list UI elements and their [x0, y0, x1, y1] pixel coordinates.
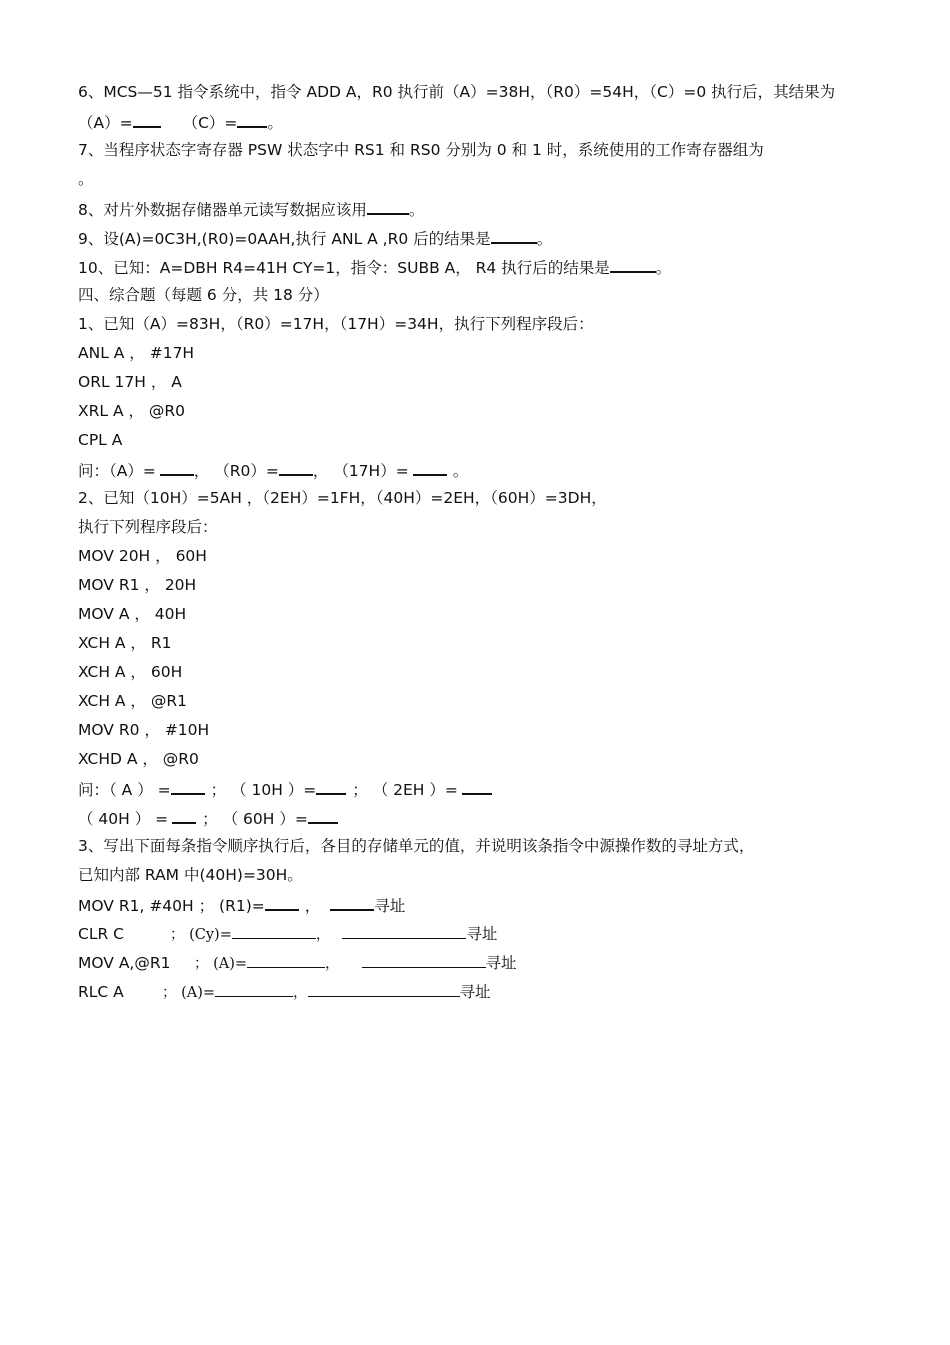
sq3-intro-text-2: 已知内部 RAM 中(40H)=30H。	[78, 866, 303, 884]
answer-blank-sq3-r4-mode[interactable]	[308, 980, 460, 997]
answer-blank-q6-a[interactable]	[133, 110, 161, 128]
answer-blank-sq3-r4-value[interactable]	[215, 980, 293, 997]
answer-blank-sq2-40h[interactable]	[172, 806, 196, 824]
answer-blank-sq1-a[interactable]	[160, 458, 194, 476]
answer-blank-sq3-r2-value[interactable]	[232, 922, 316, 939]
q8-end: 。	[408, 201, 425, 219]
question-7-line-2	[78, 168, 94, 190]
q6-end: 。	[267, 114, 283, 132]
sq3-r4-sep: ，	[293, 985, 308, 1001]
sq1-intro-text: 1、已知（A）=83H，（R0）=17H，（17H）=34H，执行下列程序段后：	[78, 315, 594, 333]
sq3-row-3	[78, 951, 517, 973]
sq2-code-line-7	[78, 719, 209, 741]
sq3-row-2	[78, 922, 497, 944]
question-6-line-2	[78, 110, 283, 132]
q7-end: 。	[78, 170, 94, 188]
sq2-code-line-6	[78, 690, 187, 712]
sq3-r1-mode-label: 寻址	[374, 897, 406, 915]
sq2-code-7: MOV R0 ， #10H	[78, 721, 210, 739]
sq2-code-line-3	[78, 603, 186, 625]
answer-blank-q10[interactable]	[610, 255, 656, 273]
sq2-question-line-1	[78, 777, 492, 799]
sub-question-3-intro-2	[78, 864, 303, 886]
answer-blank-sq2-10h[interactable]	[316, 777, 346, 795]
answer-blank-sq3-r3-mode[interactable]	[362, 951, 486, 968]
question-6-text: 6、MCS—51 指令系统中，指令 ADD A，R0 执行前（A）=38H，（R0）=54H，（C）=0 执行后，其结果为	[78, 83, 836, 101]
sq1-r0-label: ， （R0）=	[193, 462, 279, 480]
answer-blank-sq3-r1-mode[interactable]	[330, 893, 374, 911]
sq1-a-label: 问：（A）=	[78, 462, 156, 480]
question-10-line	[78, 255, 671, 277]
answer-blank-q8[interactable]	[367, 197, 409, 215]
sq3-r4-mode-label: 寻址	[459, 983, 491, 1001]
answer-blank-sq2-2eh[interactable]	[462, 777, 492, 795]
question-6-line-1	[78, 81, 835, 103]
sq3-r4-instruction: RLC A	[78, 983, 124, 1001]
sq3-r4-label: ； (A)=	[162, 985, 216, 1001]
sq2-code-8: XCHD A ， @R0	[78, 750, 199, 768]
sq1-code-3: XRL A ， @R0	[78, 402, 186, 420]
answer-blank-sq2-60h[interactable]	[308, 806, 338, 824]
sq3-r2-mode-label: 寻址	[466, 925, 498, 943]
sq2-code-1: MOV 20H ， 60H	[78, 547, 207, 565]
sq2-2eh-label: ； （ 2EH ）=	[352, 781, 458, 799]
answer-blank-sq2-a[interactable]	[171, 777, 205, 795]
sq3-r1-instruction: MOV R1, #40H ； (R1)=	[78, 897, 265, 915]
sq3-r2-instruction: CLR C	[78, 925, 124, 943]
sq3-r3-label: ； (A)=	[194, 956, 248, 972]
sq2-10h-label: ； （ 10H ）=	[210, 781, 317, 799]
sq3-row-1	[78, 893, 405, 915]
answer-blank-sq3-r2-mode[interactable]	[342, 922, 466, 939]
sq1-code-line-3	[78, 400, 185, 422]
sub-question-1-intro	[78, 313, 594, 335]
question-7-line-1	[78, 139, 764, 161]
q10-end: 。	[655, 259, 672, 277]
question-9-text: 9、设(A)=0C3H,(R0)=0AAH,执行 ANL A ,R0 后的结果是	[78, 230, 491, 248]
sq2-code-4: XCH A ， R1	[78, 634, 172, 652]
sq2-code-line-5	[78, 661, 182, 683]
sq3-r2-sep: ，	[315, 927, 331, 943]
section-4-title: 四、综合题（每题 6 分，共 18 分）	[78, 286, 329, 304]
sq1-code-line-4	[78, 429, 122, 451]
sq2-code-3: MOV A ， 40H	[78, 605, 187, 623]
sq2-intro-text-2: 执行下列程序段后：	[78, 518, 218, 536]
question-10-text: 10、已知：A=DBH R4=41H CY=1，指令：SUBB A， R4 执行后的结果是	[78, 259, 610, 277]
sq2-a-label: 问：（ A ） =	[78, 781, 171, 799]
sq2-intro-text: 2、已知（10H）=5AH ，（2EH）=1FH，（40H）=2EH，（60H）=3DH，	[78, 489, 607, 507]
sq2-question-line-2	[78, 806, 338, 828]
sq3-r2-label: ； (Cy)=	[170, 927, 232, 943]
sq1-end: 。	[452, 462, 469, 480]
sq3-r1-sep: ，	[304, 897, 321, 915]
answer-blank-sq1-17h[interactable]	[413, 458, 447, 476]
sq3-r3-sep: ，	[325, 956, 340, 972]
sq2-code-line-4	[78, 632, 172, 654]
answer-blank-sq3-r1-value[interactable]	[265, 893, 299, 911]
question-7-text: 7、当程序状态字寄存器 PSW 状态字中 RS1 和 RS0 分别为 0 和 1 时，系统使用的工作寄存器组为	[78, 141, 764, 159]
sq2-code-6: XCH A ， @R1	[78, 692, 187, 710]
sq2-code-line-8	[78, 748, 199, 770]
sq1-question-line	[78, 458, 468, 480]
sq2-code-2: MOV R1 ， 20H	[78, 576, 197, 594]
sub-question-2-intro	[78, 487, 607, 509]
sq2-40h-label: （ 40H ） =	[78, 810, 169, 828]
sub-question-2-intro-2	[78, 516, 218, 538]
sub-question-3-intro	[78, 835, 754, 857]
sq3-r3-instruction: MOV A,@R1	[78, 954, 171, 972]
q9-end: 。	[536, 230, 553, 248]
question-8-line	[78, 197, 424, 219]
section-4-heading	[78, 284, 329, 306]
question-8-text: 8、对片外数据存储器单元读写数据应该用	[78, 201, 367, 219]
sq2-code-line-2	[78, 574, 196, 596]
answer-blank-q6-c[interactable]	[237, 110, 267, 128]
sq1-code-4: CPL A	[78, 431, 123, 449]
sq3-row-4	[78, 980, 491, 1002]
sq3-r3-mode-label: 寻址	[485, 954, 517, 972]
sq2-code-line-1	[78, 545, 207, 567]
sq3-intro-text: 3、写出下面每条指令顺序执行后，各目的存储单元的值，并说明该条指令中源操作数的寻址方式，	[78, 837, 755, 855]
sq2-code-5: XCH A ， 60H	[78, 663, 183, 681]
question-9-line	[78, 226, 552, 248]
sq1-code-line-2	[78, 371, 182, 393]
q6-c-label: （C）=	[182, 114, 238, 132]
sq1-17h-label: ， （17H）=	[312, 462, 409, 480]
sq1-code-line-1	[78, 342, 194, 364]
sq1-code-1: ANL A ， #17H	[78, 344, 195, 362]
sq2-60h-label: ； （ 60H ）=	[202, 810, 308, 828]
answer-blank-sq3-r3-value[interactable]	[247, 951, 325, 968]
q6-a-label: （A）=	[78, 114, 133, 132]
answer-blank-q9[interactable]	[491, 226, 537, 244]
sq1-code-2: ORL 17H ， A	[78, 373, 182, 391]
answer-blank-sq1-r0[interactable]	[279, 458, 313, 476]
